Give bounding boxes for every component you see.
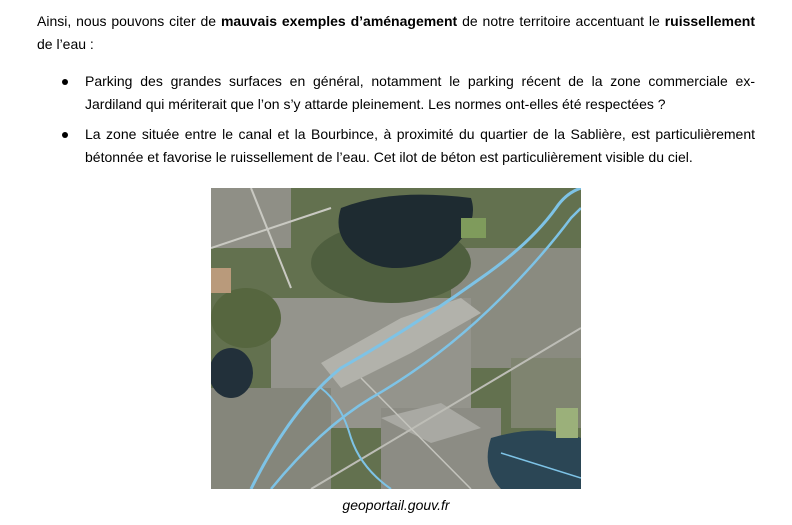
aerial-map-graphic (211, 188, 581, 489)
bullet-icon (62, 132, 68, 138)
bullet-icon (62, 79, 68, 85)
intro-text-3: de l’eau : (37, 36, 94, 52)
aerial-map-image (211, 188, 581, 489)
intro-paragraph (37, 10, 755, 56)
list-item-text: La zone située entre le canal et la Bourbince, à proximité du quartier de la Sablière, est particulièrement bétonnée et favorise le ruissellement de l’eau. Cet ilot de béton est particulièrement visible du ciel. (85, 126, 755, 165)
list-item-text: Parking des grandes surfaces en général, notamment le parking récent de la zone commerciale ex-Jardiland qui mériterait que l’on s’y attarde pleinement. Les normes ont-elles été respectées ? (85, 73, 755, 112)
list-item (37, 123, 755, 169)
list-item (37, 70, 755, 116)
intro-bold-2: ruissellement (664, 13, 755, 29)
bullet-list (37, 70, 755, 176)
image-caption: geoportail.gouv.fr (342, 497, 450, 513)
intro-text-1: Ainsi, nous pouvons citer de (37, 13, 221, 29)
intro-bold-1: mauvais exemples d’aménagement (220, 13, 458, 29)
intro-text-2: de notre territoire accentuant le (457, 13, 665, 29)
